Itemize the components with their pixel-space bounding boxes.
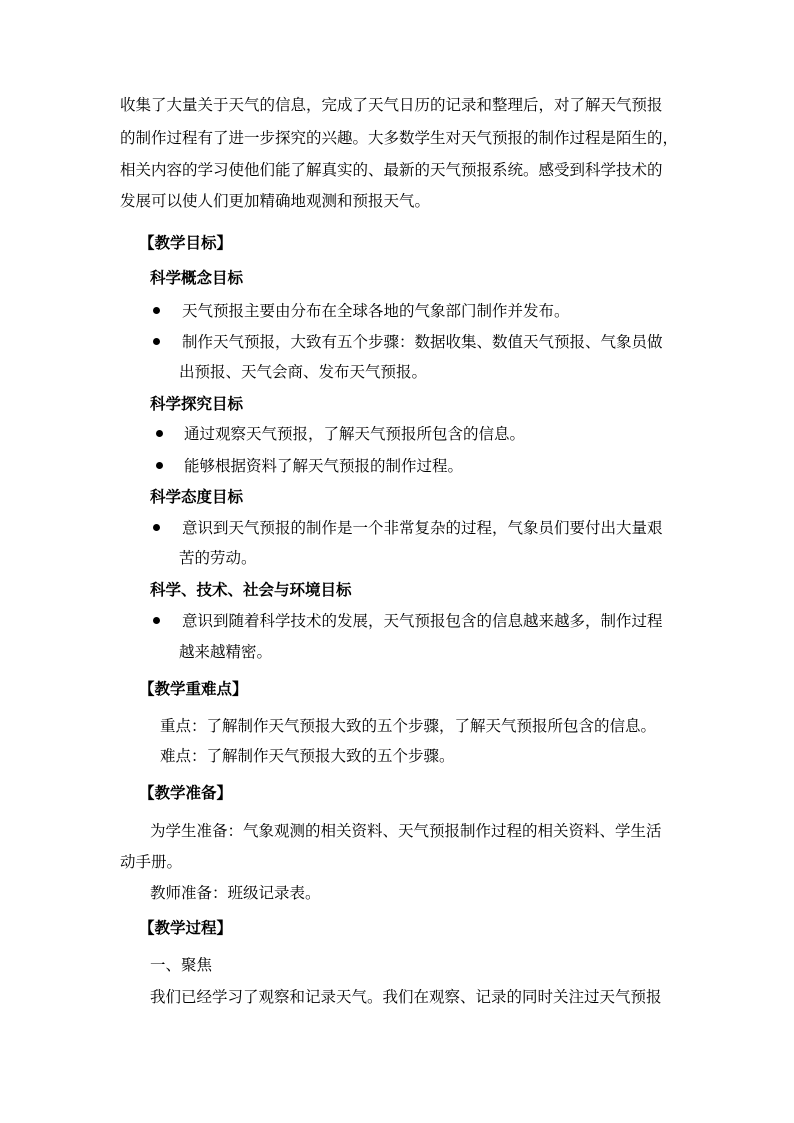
bullet-icon	[156, 430, 163, 437]
bullet-icon	[156, 462, 163, 469]
bullet-icon	[153, 338, 160, 345]
inquiry-item-1: 通过观察天气预报，了解天气预报所包含的信息。	[184, 425, 526, 443]
attitude-goal-title: 科学态度目标	[150, 488, 244, 506]
concept-item-2-line-2: 出预报、天气会商、发布天气预报。	[179, 363, 428, 381]
step-1-text: 我们已经学习了观察和记录天气。我们在观察、记录的同时关注过天气预报	[150, 988, 662, 1006]
key-points-heading: 【教学重难点】	[139, 680, 248, 698]
intro-line-3: 相关内容的学习使他们能了解真实的、最新的天气预报系统。感受到科学技术的	[120, 161, 663, 179]
intro-line-1: 收集了大量关于天气的信息，完成了天气日历的记录和整理后，对了解天气预报	[120, 96, 663, 114]
teacher-preparation: 教师准备：班级记录表。	[150, 884, 321, 902]
attitude-item-1-line-1: 意识到天气预报的制作是一个非常复杂的过程，气象员们要付出大量艰	[182, 519, 663, 537]
sts-item-1-line-1: 意识到随着科学技术的发展，天气预报包含的信息越来越多，制作过程	[182, 612, 663, 630]
bullet-icon	[153, 524, 160, 531]
student-preparation-line-1: 为学生准备：气象观测的相关资料、天气预报制作过程的相关资料、学生活	[150, 822, 662, 840]
student-preparation-line-2: 动手册。	[120, 853, 183, 871]
step-1-title: 一、聚焦	[150, 956, 213, 974]
concept-item-2-line-1: 制作天气预报，大致有五个步骤：数据收集、数值天气预报、气象员做	[182, 333, 663, 351]
concept-goal-title: 科学概念目标	[150, 269, 244, 287]
bullet-icon	[153, 617, 160, 624]
sts-goal-title: 科学、技术、社会与环境目标	[150, 581, 352, 599]
preparation-heading: 【教学准备】	[139, 784, 233, 802]
inquiry-goal-title: 科学探究目标	[150, 395, 244, 413]
intro-line-2: 的制作过程有了进一步探究的兴趣。大多数学生对天气预报的制作过程是陌生的，	[120, 129, 679, 147]
difficult-point: 难点：了解制作天气预报大致的五个步骤。	[160, 747, 455, 765]
concept-item-1: 天气预报主要由分布在全球各地的气象部门制作并发布。	[182, 302, 570, 320]
key-point: 重点：了解制作天气预报大致的五个步骤，了解天气预报所包含的信息。	[160, 717, 657, 735]
intro-line-4: 发展可以使人们更加精确地观测和预报天气。	[120, 192, 431, 210]
process-heading: 【教学过程】	[139, 919, 233, 937]
inquiry-item-2: 能够根据资料了解天气预报的制作过程。	[184, 457, 464, 475]
bullet-icon	[153, 307, 160, 314]
attitude-item-1-line-2: 苦的劳动。	[179, 549, 257, 567]
sts-item-1-line-2: 越来越精密。	[179, 643, 273, 661]
objectives-heading: 【教学目标】	[139, 234, 233, 252]
